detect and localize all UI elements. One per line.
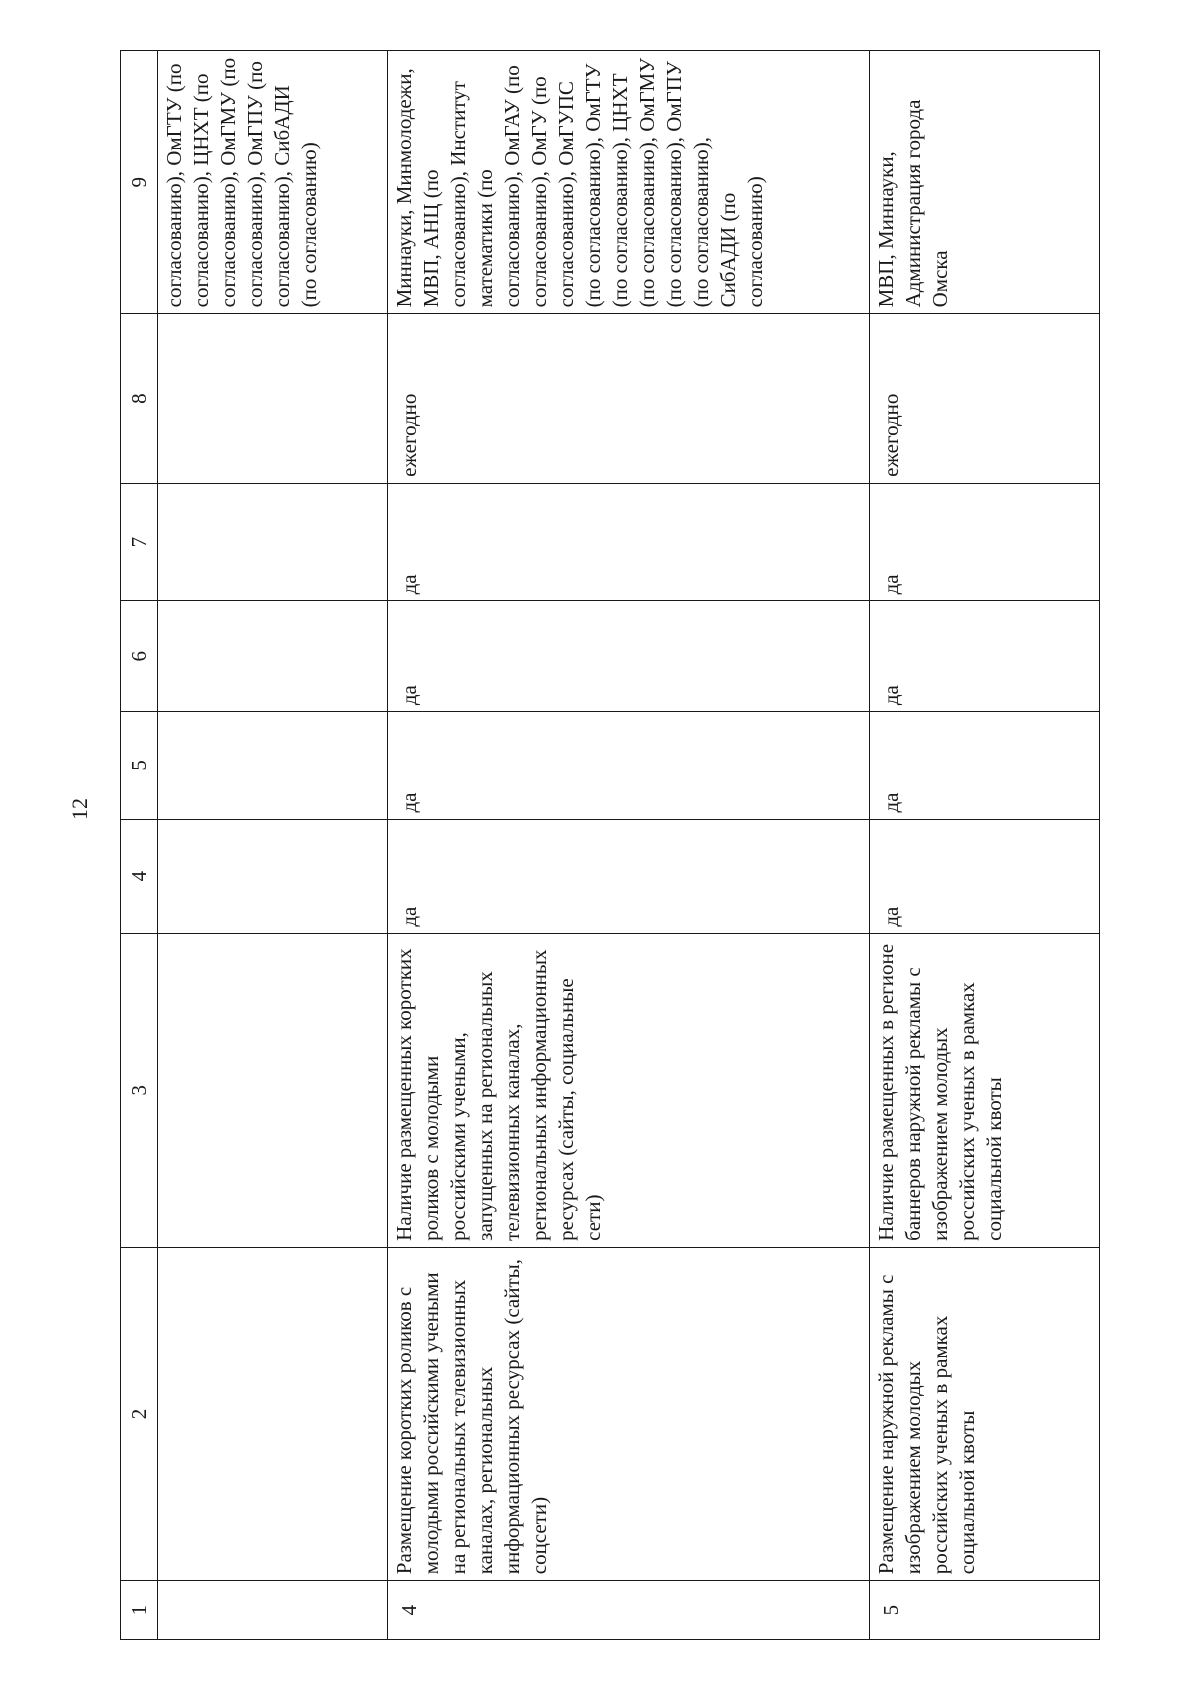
event-cell: Размещение коротких роликов с молодыми российскими учеными на региональных телевизионных каналах, региональных информационных ресурсах (сайты, соцсети) [388, 1247, 870, 1580]
column-header: 3 [121, 933, 158, 1247]
indicator-cell [158, 933, 388, 1247]
event-cell: Размещение наружной рекламы с изображением молодых российских ученых в рамках социальной квоты [870, 1247, 1100, 1580]
value-cell: да [388, 483, 870, 601]
indicator-cell: Наличие размещенных коротких роликов с молодыми российскими учеными, запущенных на региональных телевизионных каналах, региональных информационных ресурсах (сайты, социальные сети) [388, 933, 870, 1247]
row-number [158, 1581, 388, 1640]
document-table-container [120, 50, 1100, 1640]
column-header: 2 [121, 1247, 158, 1580]
row-number: 4 [388, 1581, 870, 1640]
column-header: 6 [121, 601, 158, 712]
table-row [870, 51, 1100, 1640]
page-number: 12 [67, 798, 92, 820]
value-cell: да [870, 819, 1100, 933]
value-cell: да [870, 601, 1100, 712]
responsible-cell: согласованию), ОмГТУ (по согласованию), ЦНХТ (по согласованию), ОмГМУ (по согласованию), ОмГПУ (по согласованию), СибАДИ (по согласованию) [158, 51, 388, 314]
table-row [388, 51, 870, 1640]
period-cell [158, 314, 388, 484]
value-cell: да [388, 712, 870, 819]
event-cell [158, 1247, 388, 1580]
table-row [158, 51, 388, 1640]
column-header: 1 [121, 1581, 158, 1640]
indicator-cell: Наличие размещенных в регионе баннеров наружной рекламы с изображением молодых российских ученых в рамках социальной квоты [870, 933, 1100, 1247]
column-header: 8 [121, 314, 158, 484]
column-header: 4 [121, 819, 158, 933]
period-cell: ежегодно [870, 314, 1100, 484]
value-cell: да [870, 483, 1100, 601]
value-cell: да [388, 819, 870, 933]
column-header: 9 [121, 51, 158, 314]
period-cell: ежегодно [388, 314, 870, 484]
value-cell: да [388, 601, 870, 712]
responsible-cell: МВП, Миннауки, Администрация города Омска [870, 51, 1100, 314]
value-cell: да [870, 712, 1100, 819]
column-header: 5 [121, 712, 158, 819]
table-header-row [121, 51, 158, 1640]
value-cell [158, 819, 388, 933]
row-number: 5 [870, 1581, 1100, 1640]
value-cell [158, 601, 388, 712]
column-header: 7 [121, 483, 158, 601]
value-cell [158, 712, 388, 819]
measures-table [120, 50, 1100, 1640]
value-cell [158, 483, 388, 601]
responsible-cell: Миннауки, Минмолодежи, МВП, АНЦ (по согласованию), Институт математики (по согласованию), ОмГАУ (по согласованию), ОмГУ (по согласованию), ОмГУПС (по согласованию), ОмГТУ (по согласованию), ЦНХТ (по согласованию), ОмГМУ (по согласованию), ОмГПУ (по согласованию), СибАДИ (по согласованию) [388, 51, 870, 314]
